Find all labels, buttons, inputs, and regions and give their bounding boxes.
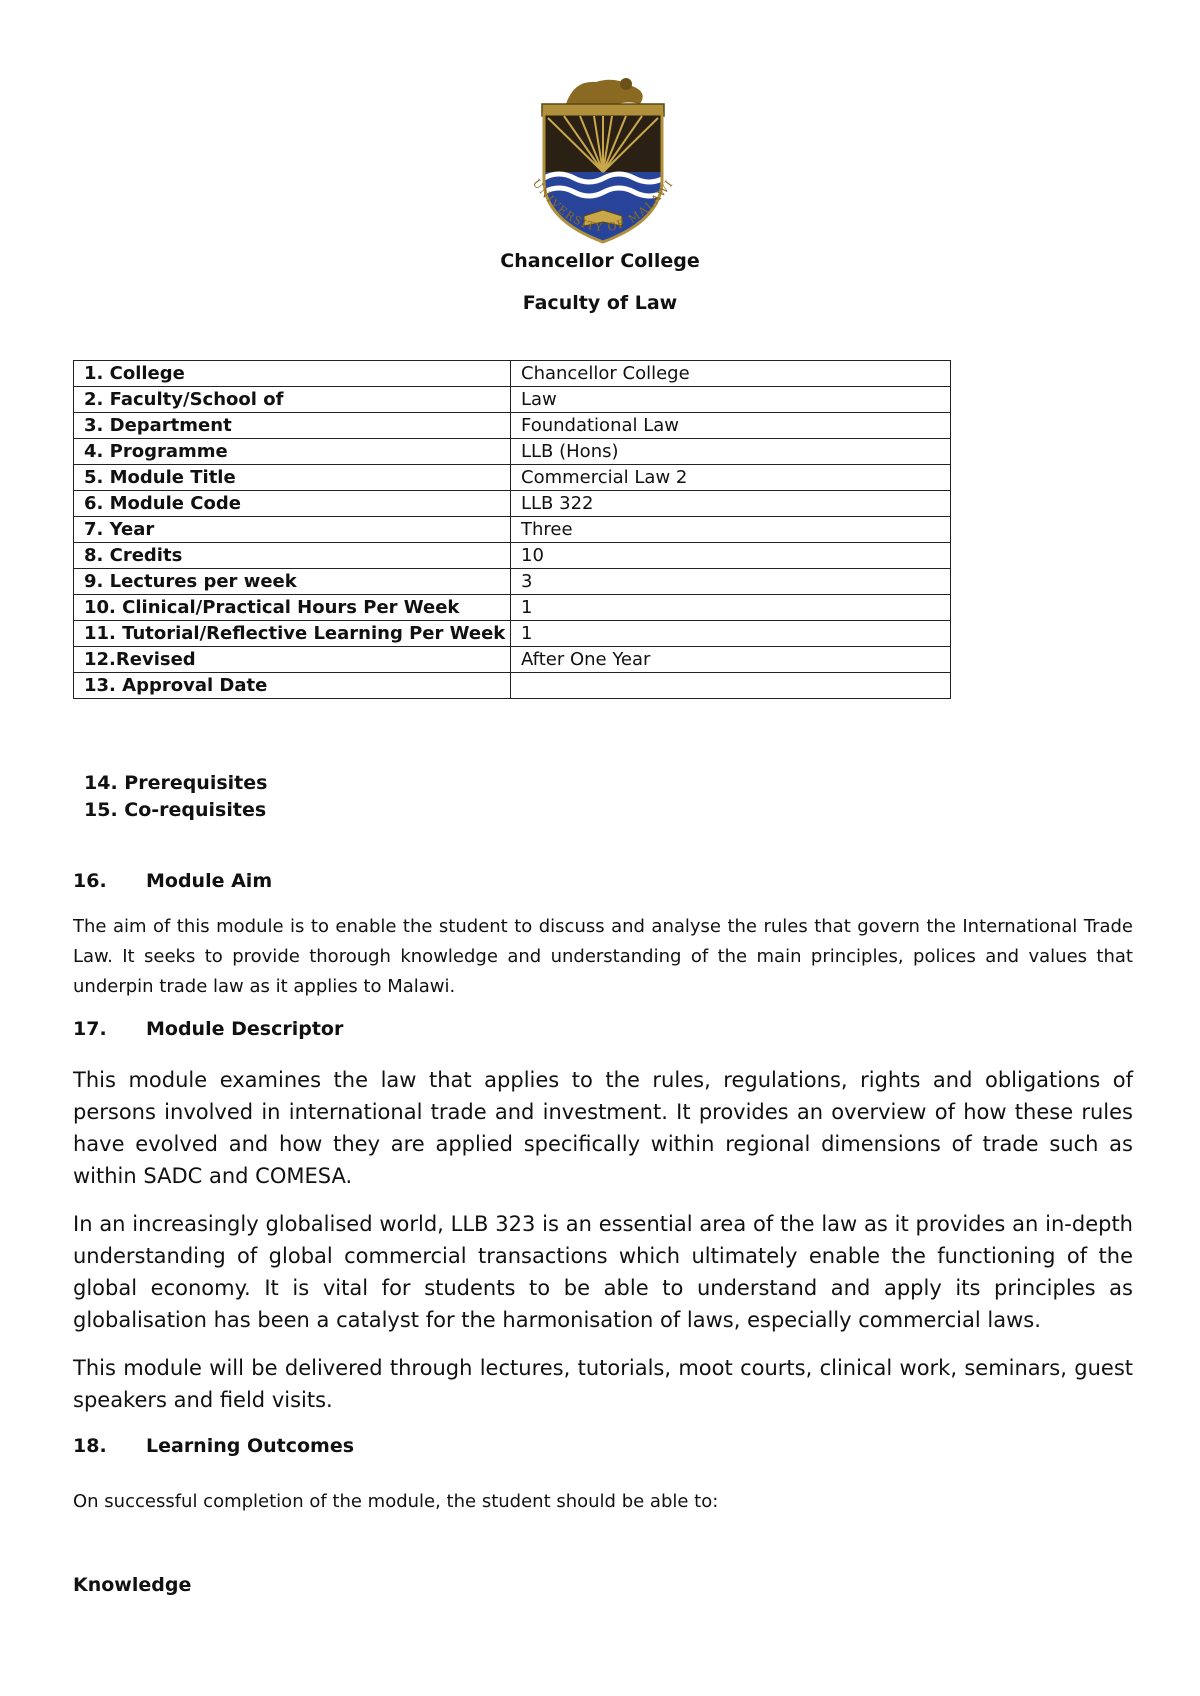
section-number: 16. [73,870,107,892]
table-row [74,387,951,413]
table-row [74,517,951,543]
logo-arc-text: UNIVERSITY OF MALAWI [529,176,677,235]
field-value: Three [511,517,951,543]
table-row [74,595,951,621]
field-value [511,673,951,699]
field-label: 3. Department [74,413,511,439]
table-row [74,647,951,673]
field-value: LLB 322 [511,491,951,517]
table-row [74,569,951,595]
university-crest-logo [514,70,692,255]
field-value: LLB (Hons) [511,439,951,465]
section-number: 17. [73,1018,107,1040]
module-info-table [73,360,951,699]
field-value: 1 [511,595,951,621]
learning-outcomes-intro: On successful completion of the module, the student should be able to: [73,1491,719,1512]
module-aim-text: The aim of this module is to enable the student to discuss and analyse the rules that govern the International Trade Law. It seeks to provide thorough knowledge and understanding of the main principles, polices and values that underpin trade law as it applies to Malawi. [73,916,1133,997]
table-row [74,361,951,387]
descriptor-paragraph-2: In an increasingly globalised world, LLB 323 is an essential area of the law as it provides an in-depth understanding of global commercial transactions which ultimately enable the functioning of the global economy. It is vital for students to be able to understand and apply its principles as globalisation has been a catalyst for the harmonisation of laws, especially commercial laws. [73,1212,1133,1332]
field-label: 8. Credits [74,543,511,569]
section-title: Learning Outcomes [146,1435,355,1457]
section-title: Module Aim [146,870,273,892]
college-heading: Chancellor College [500,250,700,272]
field-value: Chancellor College [511,361,951,387]
learning-outcomes-heading [73,1435,354,1457]
field-value: After One Year [511,647,951,673]
field-label: 7. Year [74,517,511,543]
descriptor-paragraph-3: This module will be delivered through lectures, tutorials, moot courts, clinical work, seminars, guest speakers and field visits. [73,1356,1133,1412]
field-label: 5. Module Title [74,465,511,491]
table-row [74,465,951,491]
section-title: Module Descriptor [146,1018,344,1040]
table-row [74,413,951,439]
table-row [74,621,951,647]
field-label: 9. Lectures per week [74,569,511,595]
module-descriptor-heading [73,1018,343,1040]
field-label: 1. College [74,361,511,387]
module-aim-heading [73,870,272,892]
field-label: 11. Tutorial/Reflective Learning Per Week [74,621,511,647]
table-row [74,673,951,699]
table-row [74,543,951,569]
descriptor-paragraph-1: This module examines the law that applies to the rules, regulations, rights and obligations of persons involved in international trade and investment. It provides an overview of how these rules have evolved and how they are applied specifically within regional dimensions of trade such as within SADC and COMESA. [73,1068,1133,1188]
table-row [74,439,951,465]
field-value: Commercial Law 2 [511,465,951,491]
prerequisites-item: 14. Prerequisites [84,772,268,794]
field-label: 10. Clinical/Practical Hours Per Week [74,595,511,621]
field-value: 10 [511,543,951,569]
field-label: 12.Revised [74,647,511,673]
field-value: Foundational Law [511,413,951,439]
field-label: 13. Approval Date [74,673,511,699]
field-value: 3 [511,569,951,595]
field-label: 6. Module Code [74,491,511,517]
table-row [74,491,951,517]
corequisites-item: 15. Co-requisites [84,799,267,821]
field-value: 1 [511,621,951,647]
knowledge-subheading: Knowledge [73,1574,192,1596]
field-value: Law [511,387,951,413]
faculty-heading: Faculty of Law [522,292,678,314]
section-number: 18. [73,1435,107,1457]
field-label: 2. Faculty/School of [74,387,511,413]
field-label: 4. Programme [74,439,511,465]
